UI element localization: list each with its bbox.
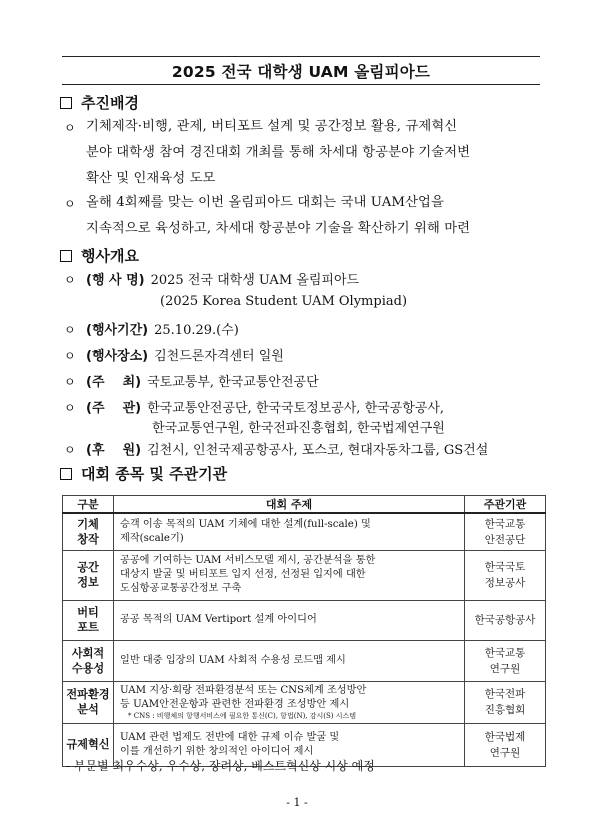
row-org: 한국법제 연구원 (465, 723, 546, 766)
table-header-category: 구분 (63, 496, 114, 514)
row-category: 기체 창작 (63, 513, 114, 550)
square-bullet-icon (60, 97, 72, 109)
overview-item-host: ㅇ (주 최) 국토교통부, 한국교통안전공단 (64, 372, 319, 393)
overview-item-organizer: ㅇ (주 관) 한국교통안전공단, 한국국토정보공사, 한국공항공사, (64, 398, 444, 419)
circle-bullet-icon: ㅇ (64, 323, 76, 337)
section-heading-contest: 대회 종목 및 주관기관 (60, 463, 227, 484)
overview-item-venue: ㅇ (행사장소) 김천드론자격센터 일원 (64, 346, 284, 367)
section-heading-background: 추진배경 (60, 92, 139, 113)
contest-table (62, 495, 546, 767)
title-box (62, 56, 540, 85)
row-topic: UAM 지상·회랑 전파환경분석 또는 CNS체계 조성방안 등 UAM안전운항과 관련한 전파환경 조성방안 제시 * CNS : 비행체의 항행서비스에 필요한 통신(C), 항법(N), 감시(S) 시스템 (114, 681, 465, 723)
row-org: 한국교통 안전공단 (465, 513, 546, 550)
circle-bullet-icon: ㅇ (64, 121, 76, 135)
table-row (63, 640, 546, 681)
circle-bullet-icon: ㅇ (64, 349, 76, 363)
row-topic: 승객 이송 목적의 UAM 기체에 대한 설계(full-scale) 및 제작(scale기) (114, 513, 465, 550)
circle-bullet-icon: ㅇ (64, 375, 76, 389)
table-header-topic: 대회 주제 (114, 496, 465, 514)
circle-bullet-icon: ㅇ (64, 197, 76, 211)
background-bullet-2: ㅇ 올해 4회째를 맞는 이번 올림피아드 대회는 국내 UAM산업을 지속적으로 육성하고, 차세대 항공분야 기술을 확산하기 위해 마련 (64, 190, 544, 242)
overview-item-name: ㅇ (행 사 명) 2025 전국 대학생 UAM 올림피아드 (64, 270, 359, 291)
table-header-row (63, 496, 546, 514)
cns-footnote: * CNS : 비행체의 항행서비스에 필요한 통신(C), 항법(N), 감시(S) 시스템 (128, 711, 357, 720)
table-header-org: 주관기관 (465, 496, 546, 514)
table-row (63, 600, 546, 640)
awards-note: - 부문별 최우수상, 우수상, 장려상, 베스트혁신상 시상 예정 (66, 759, 375, 773)
row-topic: 공공에 기여하는 UAM 서비스모델 제시, 공간분석을 통한 대상지 발굴 및 버티포트 입지 선정, 선정된 입지에 대한 도심항공교통공간정보 구축 (114, 550, 465, 600)
row-topic: 공공 목적의 UAM Vertiport 설계 아이디어 (114, 600, 465, 640)
circle-bullet-icon: ㅇ (64, 273, 76, 287)
row-category: 버티 포트 (63, 600, 114, 640)
row-org: 한국전파 진흥협회 (465, 681, 546, 723)
overview-item-date: ㅇ (행사기간) 25.10.29.(수) (64, 320, 239, 341)
table-row (63, 681, 546, 723)
overview-item-name-english: (2025 Korea Student UAM Olympiad) (160, 294, 408, 309)
circle-bullet-icon: ㅇ (64, 401, 76, 415)
overview-item-organizer-line2: 한국교통연구원, 한국전파진흥협회, 한국법제연구원 (152, 421, 445, 436)
row-topic: UAM 관련 법제도 전반에 대한 규제 이슈 발굴 및 이를 개선하기 위한 창의적인 아이디어 제시 (114, 723, 465, 766)
document-title: 2025 전국 대학생 UAM 올림피아드 (171, 62, 431, 81)
table-row (63, 550, 546, 600)
row-category: 규제혁신 (63, 723, 114, 766)
row-org: 한국국토 정보공사 (465, 550, 546, 600)
row-category: 공간 정보 (63, 550, 114, 600)
overview-item-sponsor: ㅇ (후 원) 김천시, 인천국제공항공사, 포스코, 현대자동차그룹, GS건설 (64, 440, 488, 461)
circle-bullet-icon: ㅇ (64, 443, 76, 457)
row-org: 한국공항공사 (465, 600, 546, 640)
table-row (63, 513, 546, 550)
row-org: 한국교통 연구원 (465, 640, 546, 681)
background-bullet-1: ㅇ 기체제작·비행, 관제, 버티포트 설계 및 공간정보 활용, 규제혁신 분야 대학생 참여 경진대회 개최를 통해 차세대 항공분야 기술저변 확산 및 인재육성 도모 (64, 114, 544, 192)
square-bullet-icon (60, 468, 72, 480)
section-heading-overview: 행사개요 (60, 245, 139, 266)
page-number: - 1 - (286, 796, 308, 809)
row-topic: 일반 대중 입장의 UAM 사회적 수용성 로드맵 제시 (114, 640, 465, 681)
square-bullet-icon (60, 250, 72, 262)
row-category: 사회적 수용성 (63, 640, 114, 681)
row-category: 전파환경 분석 (63, 681, 114, 723)
